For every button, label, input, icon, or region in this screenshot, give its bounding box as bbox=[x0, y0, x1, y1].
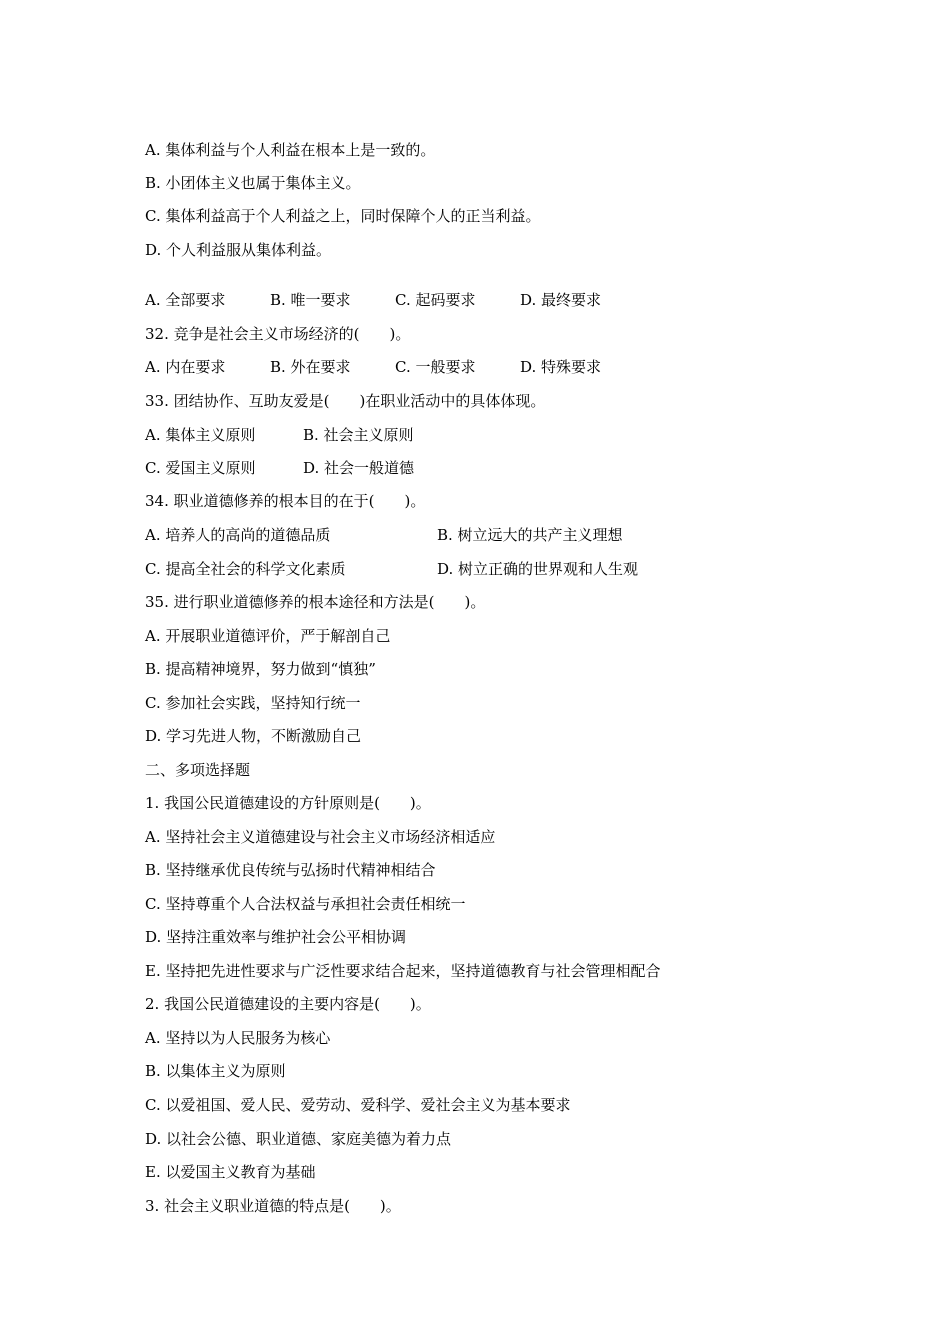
option-a: A. 坚持社会主义道德建设与社会主义市场经济相适应 bbox=[145, 828, 496, 846]
option-d: D. 特殊要求 bbox=[520, 358, 602, 376]
option-c: C. 以爱祖国、爱人民、爱劳动、爱科学、爱社会主义为基本要求 bbox=[145, 1096, 571, 1114]
multi-question-3: 3. 社会主义职业道德的特点是( )。 bbox=[145, 1197, 401, 1215]
multi-question-2: 2. 我国公民道德建设的主要内容是( )。 bbox=[145, 995, 431, 1013]
option-d: D. 树立正确的世界观和人生观 bbox=[437, 560, 639, 578]
option-a: A. 培养人的高尚的道德品质 bbox=[145, 526, 331, 544]
section-heading-multiple-choice: 二、多项选择题 bbox=[145, 761, 251, 779]
multi-question-1: 1. 我国公民道德建设的方针原则是( )。 bbox=[145, 794, 431, 812]
question-34: 34. 职业道德修养的根本目的在于( )。 bbox=[145, 492, 426, 510]
option-b: B. 以集体主义为原则 bbox=[145, 1062, 286, 1080]
question-33: 33. 团结协作、互助友爱是( )在职业活动中的具体体现。 bbox=[145, 392, 546, 410]
option-d: D. 以社会公德、职业道德、家庭美德为着力点 bbox=[145, 1130, 452, 1148]
option-c: C. 一般要求 bbox=[395, 358, 476, 376]
option-b: B. 社会主义原则 bbox=[303, 426, 414, 444]
option-a: A. 全部要求 bbox=[145, 291, 226, 309]
option-c: C. 起码要求 bbox=[395, 291, 476, 309]
option-a-collective-interest: A. 集体利益与个人利益在根本上是一致的。 bbox=[145, 141, 436, 159]
option-b: B. 树立远大的共产主义理想 bbox=[437, 526, 623, 544]
option-a: A. 开展职业道德评价，严于解剖自己 bbox=[145, 627, 391, 645]
option-a: A. 集体主义原则 bbox=[145, 426, 256, 444]
option-d: D. 最终要求 bbox=[520, 291, 602, 309]
option-b: B. 外在要求 bbox=[270, 358, 351, 376]
option-a: A. 坚持以为人民服务为核心 bbox=[145, 1029, 331, 1047]
option-d: D. 学习先进人物，不断激励自己 bbox=[145, 727, 362, 745]
option-c: C. 爱国主义原则 bbox=[145, 459, 256, 477]
option-b-small-group: B. 小团体主义也属于集体主义。 bbox=[145, 174, 361, 192]
option-d-individual-obeys: D. 个人利益服从集体利益。 bbox=[145, 241, 332, 259]
question-32: 32. 竞争是社会主义市场经济的( )。 bbox=[145, 325, 411, 343]
option-c: C. 提高全社会的科学文化素质 bbox=[145, 560, 346, 578]
question-35: 35. 进行职业道德修养的根本途径和方法是( )。 bbox=[145, 593, 486, 611]
option-c-collective-above: C. 集体利益高于个人利益之上，同时保障个人的正当利益。 bbox=[145, 207, 541, 225]
option-b: B. 坚持继承优良传统与弘扬时代精神相结合 bbox=[145, 861, 436, 879]
option-d: D. 社会一般道德 bbox=[303, 459, 415, 477]
option-c: C. 参加社会实践，坚持知行统一 bbox=[145, 694, 361, 712]
option-b: B. 提高精神境界，努力做到“慎独” bbox=[145, 660, 376, 678]
option-e: E. 以爱国主义教育为基础 bbox=[145, 1163, 316, 1181]
option-e: E. 坚持把先进性要求与广泛性要求结合起来，坚持道德教育与社会管理相配合 bbox=[145, 962, 661, 980]
option-c: C. 坚持尊重个人合法权益与承担社会责任相统一 bbox=[145, 895, 466, 913]
option-b: B. 唯一要求 bbox=[270, 291, 351, 309]
option-d: D. 坚持注重效率与维护社会公平相协调 bbox=[145, 928, 407, 946]
option-a: A. 内在要求 bbox=[145, 358, 226, 376]
